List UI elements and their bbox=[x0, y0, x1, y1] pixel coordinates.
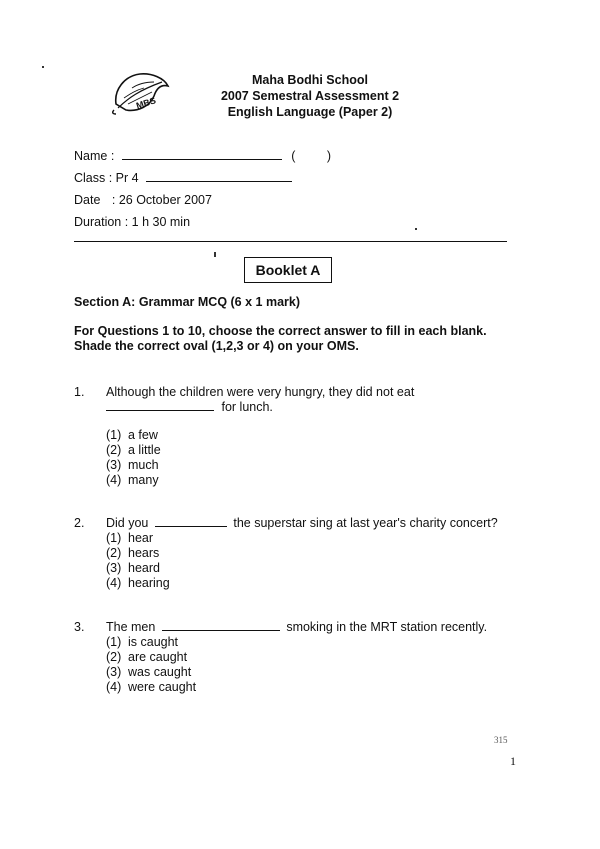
option-item[interactable]: (2) are caught bbox=[106, 650, 188, 664]
question-number: 3. bbox=[74, 620, 85, 634]
index-bracket-open: ( bbox=[291, 149, 296, 163]
instruction-line: For Questions 1 to 10, choose the correct answer to fill in each blank. bbox=[74, 324, 487, 338]
class-field bbox=[74, 171, 292, 185]
question-number: 1. bbox=[74, 385, 85, 399]
section-heading: Section A: Grammar MCQ (6 x 1 mark) bbox=[74, 295, 300, 309]
school-logo bbox=[110, 68, 172, 116]
option-item[interactable]: (3) was caught bbox=[106, 665, 192, 679]
subject-title: English Language (Paper 2) bbox=[227, 105, 393, 119]
question-text-before: Did you bbox=[106, 516, 149, 530]
instruction-line: Shade the correct oval (1,2,3 or 4) on your OMS. bbox=[74, 339, 359, 353]
date-value: : 26 October 2007 bbox=[111, 193, 212, 207]
question-text: Although the children were very hungry, they did not eat bbox=[106, 385, 415, 399]
option-item[interactable]: (1) a few bbox=[106, 428, 158, 442]
question-text-after: smoking in the MRT station recently. bbox=[286, 620, 488, 634]
option-item[interactable]: (4) many bbox=[106, 473, 159, 487]
name-label: Name : bbox=[74, 149, 115, 163]
question-text-after: for lunch. bbox=[221, 400, 273, 414]
question-number: 2. bbox=[74, 516, 85, 530]
option-item[interactable]: (3) heard bbox=[106, 561, 160, 575]
scan-dot bbox=[415, 228, 417, 230]
answer-blank[interactable] bbox=[162, 620, 280, 631]
question-text bbox=[106, 516, 498, 530]
option-item[interactable]: (4) hearing bbox=[106, 576, 170, 590]
duration-field: Duration : 1 h 30 min bbox=[74, 215, 191, 229]
answer-blank[interactable] bbox=[155, 516, 227, 527]
question-text-after: the superstar sing at last year's charity concert? bbox=[233, 516, 498, 530]
index-bracket-close: ) bbox=[326, 149, 332, 163]
document-header bbox=[180, 72, 440, 120]
question-text-before: The men bbox=[106, 620, 156, 634]
name-blank[interactable] bbox=[122, 149, 282, 160]
scan-dot bbox=[42, 66, 44, 68]
instructions bbox=[74, 324, 524, 354]
name-field bbox=[74, 149, 331, 163]
svg-text:MBS: MBS bbox=[134, 95, 158, 111]
exam-title: 2007 Semestral Assessment 2 bbox=[220, 89, 400, 103]
option-item[interactable]: (2) a little bbox=[106, 443, 161, 457]
school-name: Maha Bodhi School bbox=[252, 73, 368, 87]
document-code: 315 bbox=[494, 735, 508, 745]
date-label: Date bbox=[74, 193, 101, 207]
page-number: 1 bbox=[510, 754, 516, 768]
option-item[interactable]: (1) hear bbox=[106, 531, 154, 545]
options-list bbox=[106, 635, 196, 695]
header-divider bbox=[74, 241, 507, 242]
question-text-cont bbox=[106, 400, 273, 414]
question-text bbox=[106, 620, 487, 634]
option-item[interactable]: (1) is caught bbox=[106, 635, 179, 649]
date-field bbox=[74, 193, 212, 207]
options-list bbox=[106, 428, 161, 488]
options-list bbox=[106, 531, 170, 591]
class-blank[interactable] bbox=[146, 171, 292, 182]
option-item[interactable]: (3) much bbox=[106, 458, 159, 472]
class-label: Class : Pr 4 bbox=[74, 171, 139, 185]
answer-blank[interactable] bbox=[106, 400, 214, 411]
scan-mark bbox=[214, 252, 216, 257]
booklet-label: Booklet A bbox=[244, 257, 332, 283]
option-item[interactable]: (2) hears bbox=[106, 546, 160, 560]
option-item[interactable]: (4) were caught bbox=[106, 680, 197, 694]
